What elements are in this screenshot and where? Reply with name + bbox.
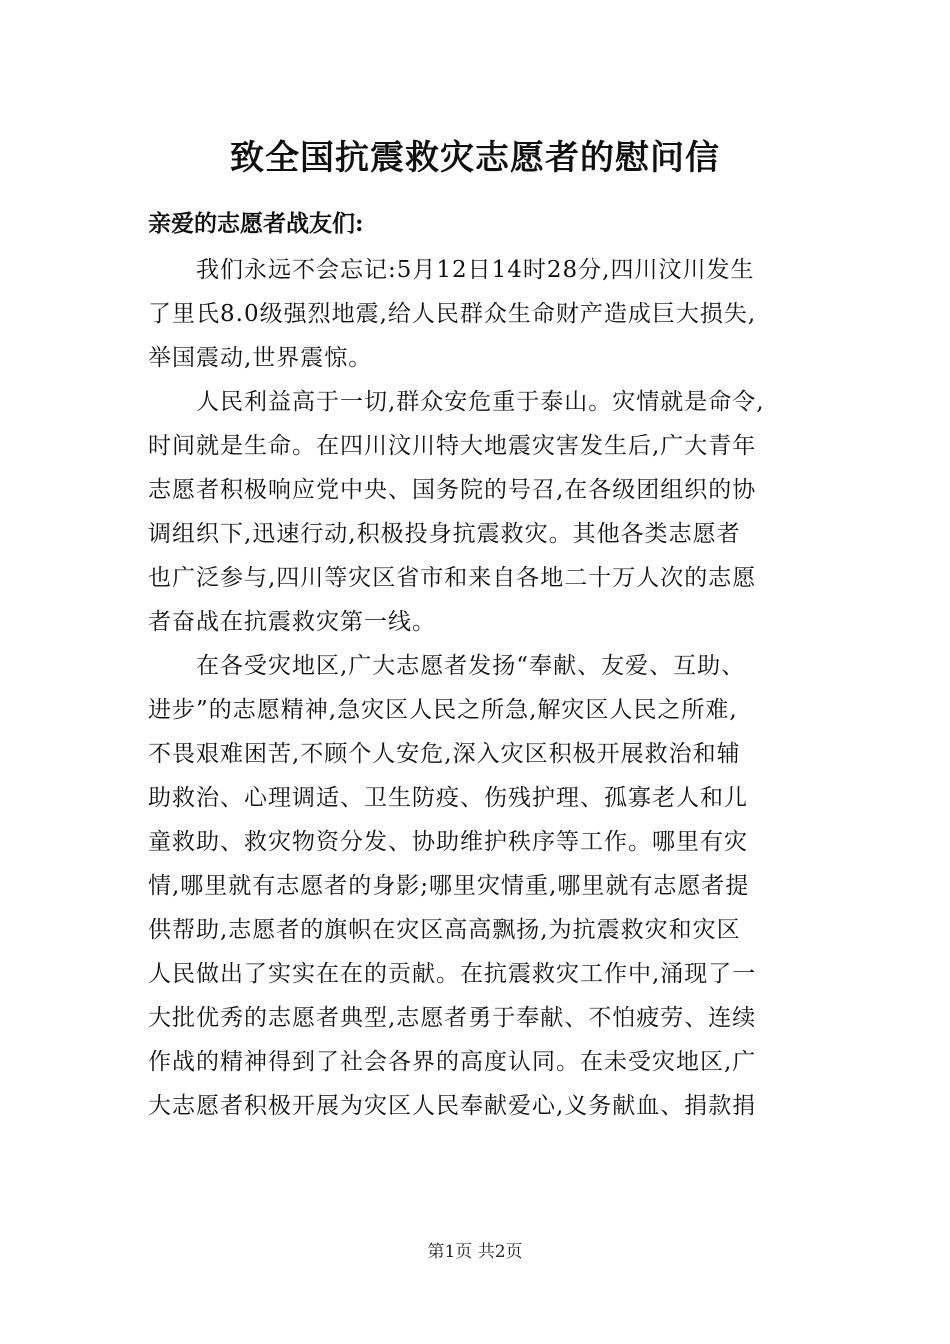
text-line: 在各受灾地区,广大志愿者发扬“奉献、友爱、互助、 bbox=[196, 653, 746, 679]
text-line: 助救治、心理调适、卫生防疫、伤残护理、孤寡老人和儿 bbox=[148, 785, 748, 811]
salutation: 亲爱的志愿者战友们: bbox=[148, 210, 364, 237]
text-line: 大志愿者积极开展为灾区人民奉献爱心,义务献血、捐款捐 bbox=[148, 1093, 757, 1119]
letter-body bbox=[148, 252, 808, 1132]
text-line: 作战的精神得到了社会各界的高度认同。在未受灾地区,广 bbox=[148, 1049, 757, 1075]
paragraph-1 bbox=[148, 252, 808, 384]
text-line: 进步”的志愿精神,急灾区人民之所急,解灾区人民之所难, bbox=[148, 697, 738, 723]
text-line: 情,哪里就有志愿者的身影;哪里灾情重,哪里就有志愿者提 bbox=[148, 873, 750, 899]
text-line: 志愿者积极响应党中央、国务院的号召,在各级团组织的协 bbox=[148, 477, 757, 503]
text-line: 我们永远不会忘记:5月12日14时28分,四川汶川发生 bbox=[196, 257, 755, 283]
paragraph-3 bbox=[148, 648, 808, 1132]
text-line: 也广泛参与,四川等灾区省市和来自各地二十万人次的志愿 bbox=[148, 565, 757, 591]
text-line: 了里氏8.0级强烈地震,给人民群众生命财产造成巨大损失, bbox=[148, 301, 757, 327]
text-line: 调组织下,迅速行动,积极投身抗震救灾。其他各类志愿者 bbox=[148, 521, 741, 547]
text-line: 供帮助,志愿者的旗帜在灾区高高飘扬,为抗震救灾和灾区 bbox=[148, 917, 741, 943]
text-line: 人民做出了实实在在的贡献。在抗震救灾工作中,涌现了一 bbox=[148, 961, 757, 987]
text-line: 者奋战在抗震救灾第一线。 bbox=[148, 609, 436, 635]
text-line: 举国震动,世界震惊。 bbox=[148, 345, 373, 371]
page-number-footer: 第1页 共2页 bbox=[427, 1242, 523, 1262]
text-line: 大批优秀的志愿者典型,志愿者勇于奉献、不怕疲劳、连续 bbox=[148, 1005, 757, 1031]
document-title: 致全国抗震救灾志愿者的慰问信 bbox=[230, 138, 720, 178]
text-line: 童救助、救灾物资分发、协助维护秩序等工作。哪里有灾 bbox=[148, 829, 748, 855]
text-line: 不畏艰难困苦,不顾个人安危,深入灾区积极开展救治和辅 bbox=[148, 741, 741, 767]
paragraph-2 bbox=[148, 384, 808, 648]
text-line: 时间就是生命。在四川汶川特大地震灾害发生后,广大青年 bbox=[148, 433, 757, 459]
text-line: 人民利益高于一切,群众安危重于泰山。灾情就是命令, bbox=[196, 389, 765, 415]
